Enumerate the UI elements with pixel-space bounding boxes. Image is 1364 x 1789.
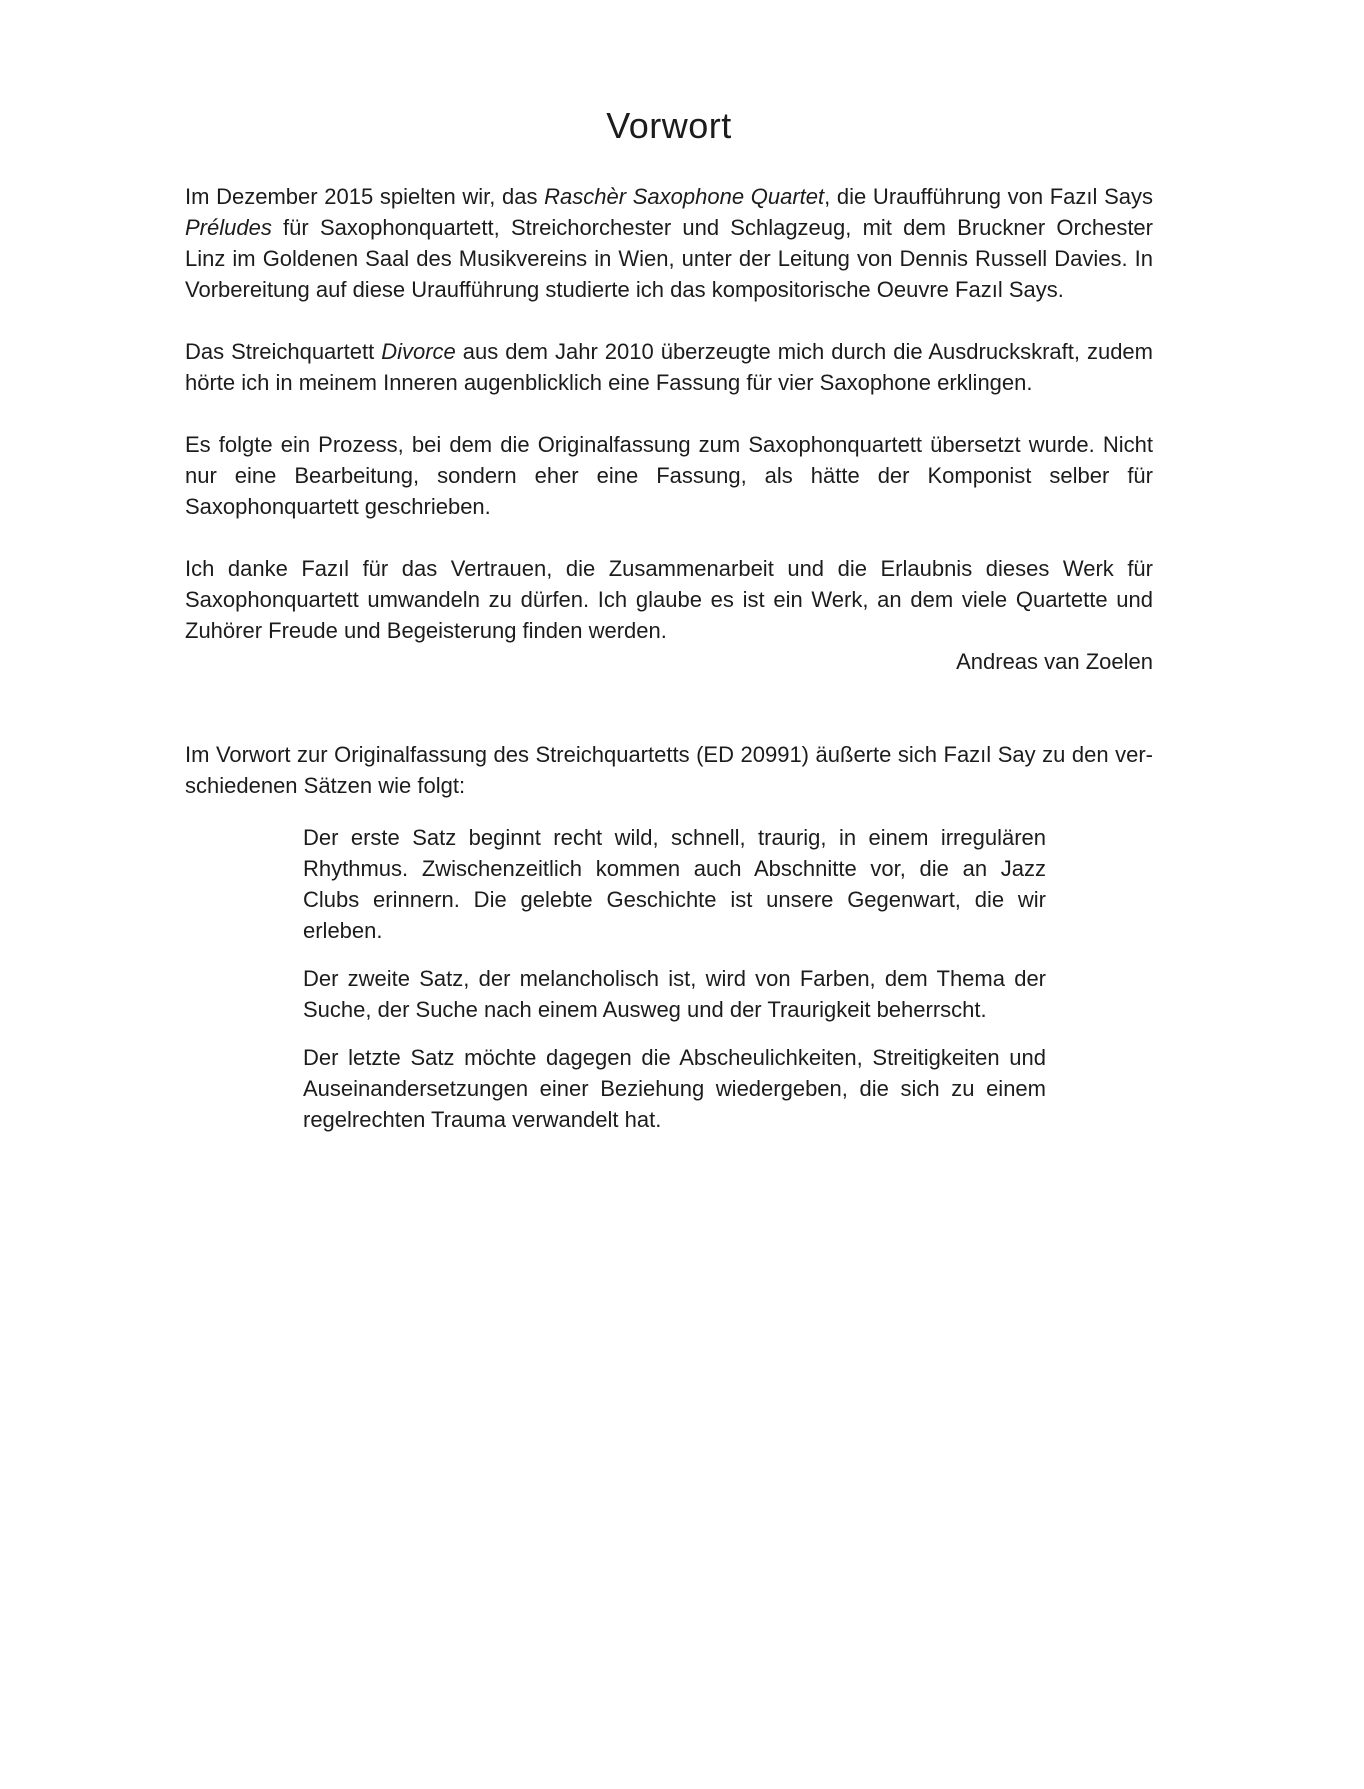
page-title: Vorwort [606,105,732,146]
paragraph-3: Es folgte ein Prozess, bei dem die Originalfassung zum Saxophonquartett übersetzt wurde. Nicht nur eine Bearbeitung, sondern eher eine Fassung, als hätte der Komponist selber für Saxophonquartett geschrieben. [185,432,1153,520]
intro-paragraph: Im Vorwort zur Originalfassung des Streichquartetts (ED 20991) äußerte sich Fazıl Say zu den verschiedenen Sätzen wie folgt: [185,742,1153,799]
quote-last-movement: Der letzte Satz möchte dagegen die Abscheulichkeiten, Streitigkeiten und Auseinandersetzungen einer Beziehung wiedergeben, die sich zu einem regelrechten Trauma verwandelt hat. [303,1045,1046,1133]
composer-note [185,739,1153,801]
paragraph-1: Im Dezember 2015 spielten wir, das Raschèr Saxophone Quartet, die Uraufführung von Fazıl Says Préludes für Saxophonquartett, Streichorchester und Schlagzeug, mit dem Bruckner Orchester Linz im Goldenen Saal des Musikvereins in Wien, unter der Leitung von Dennis Russell Davies. In Vorbereitung auf diese Uraufführung studierte ich das kompositorische Oeuvre Fazıl Says. [185,184,1153,303]
author-signature: Andreas van Zoelen [956,649,1153,675]
quote-second-movement: Der zweite Satz, der melancholisch ist, wird von Farben, dem Thema der Suche, der Suche nach einem Ausweg und der Traurigkeit beherrscht. [303,966,1046,1023]
quote-first-movement: Der erste Satz beginnt recht wild, schnell, traurig, in einem irregulären Rhythmus. Zwischenzeitlich kommen auch Abschnitte vor, die an Jazz Clubs erinnern. Die gelebte Geschichte ist unsere Gegenwart, die wir erleben. [303,825,1046,944]
preface-body [185,181,1153,646]
text-column [185,0,1153,1135]
paragraph-2: Das Streichquartett Divorce aus dem Jahr 2010 überzeugte mich durch die Ausdruckskraft, zudem hörte ich in meinem Inneren augenblicklich eine Fassung für vier Saxophone erklingen. [185,339,1153,396]
movement-quotes [303,822,1046,1135]
paragraph-4: Ich danke Fazıl für das Vertrauen, die Zusammenarbeit und die Erlaubnis dieses Werk für Saxophonquartett umwandeln zu dürfen. Ich glaube es ist ein Werk, an dem viele Quartette und Zuhörer Freude und Begeisterung finden werden. [185,556,1153,644]
